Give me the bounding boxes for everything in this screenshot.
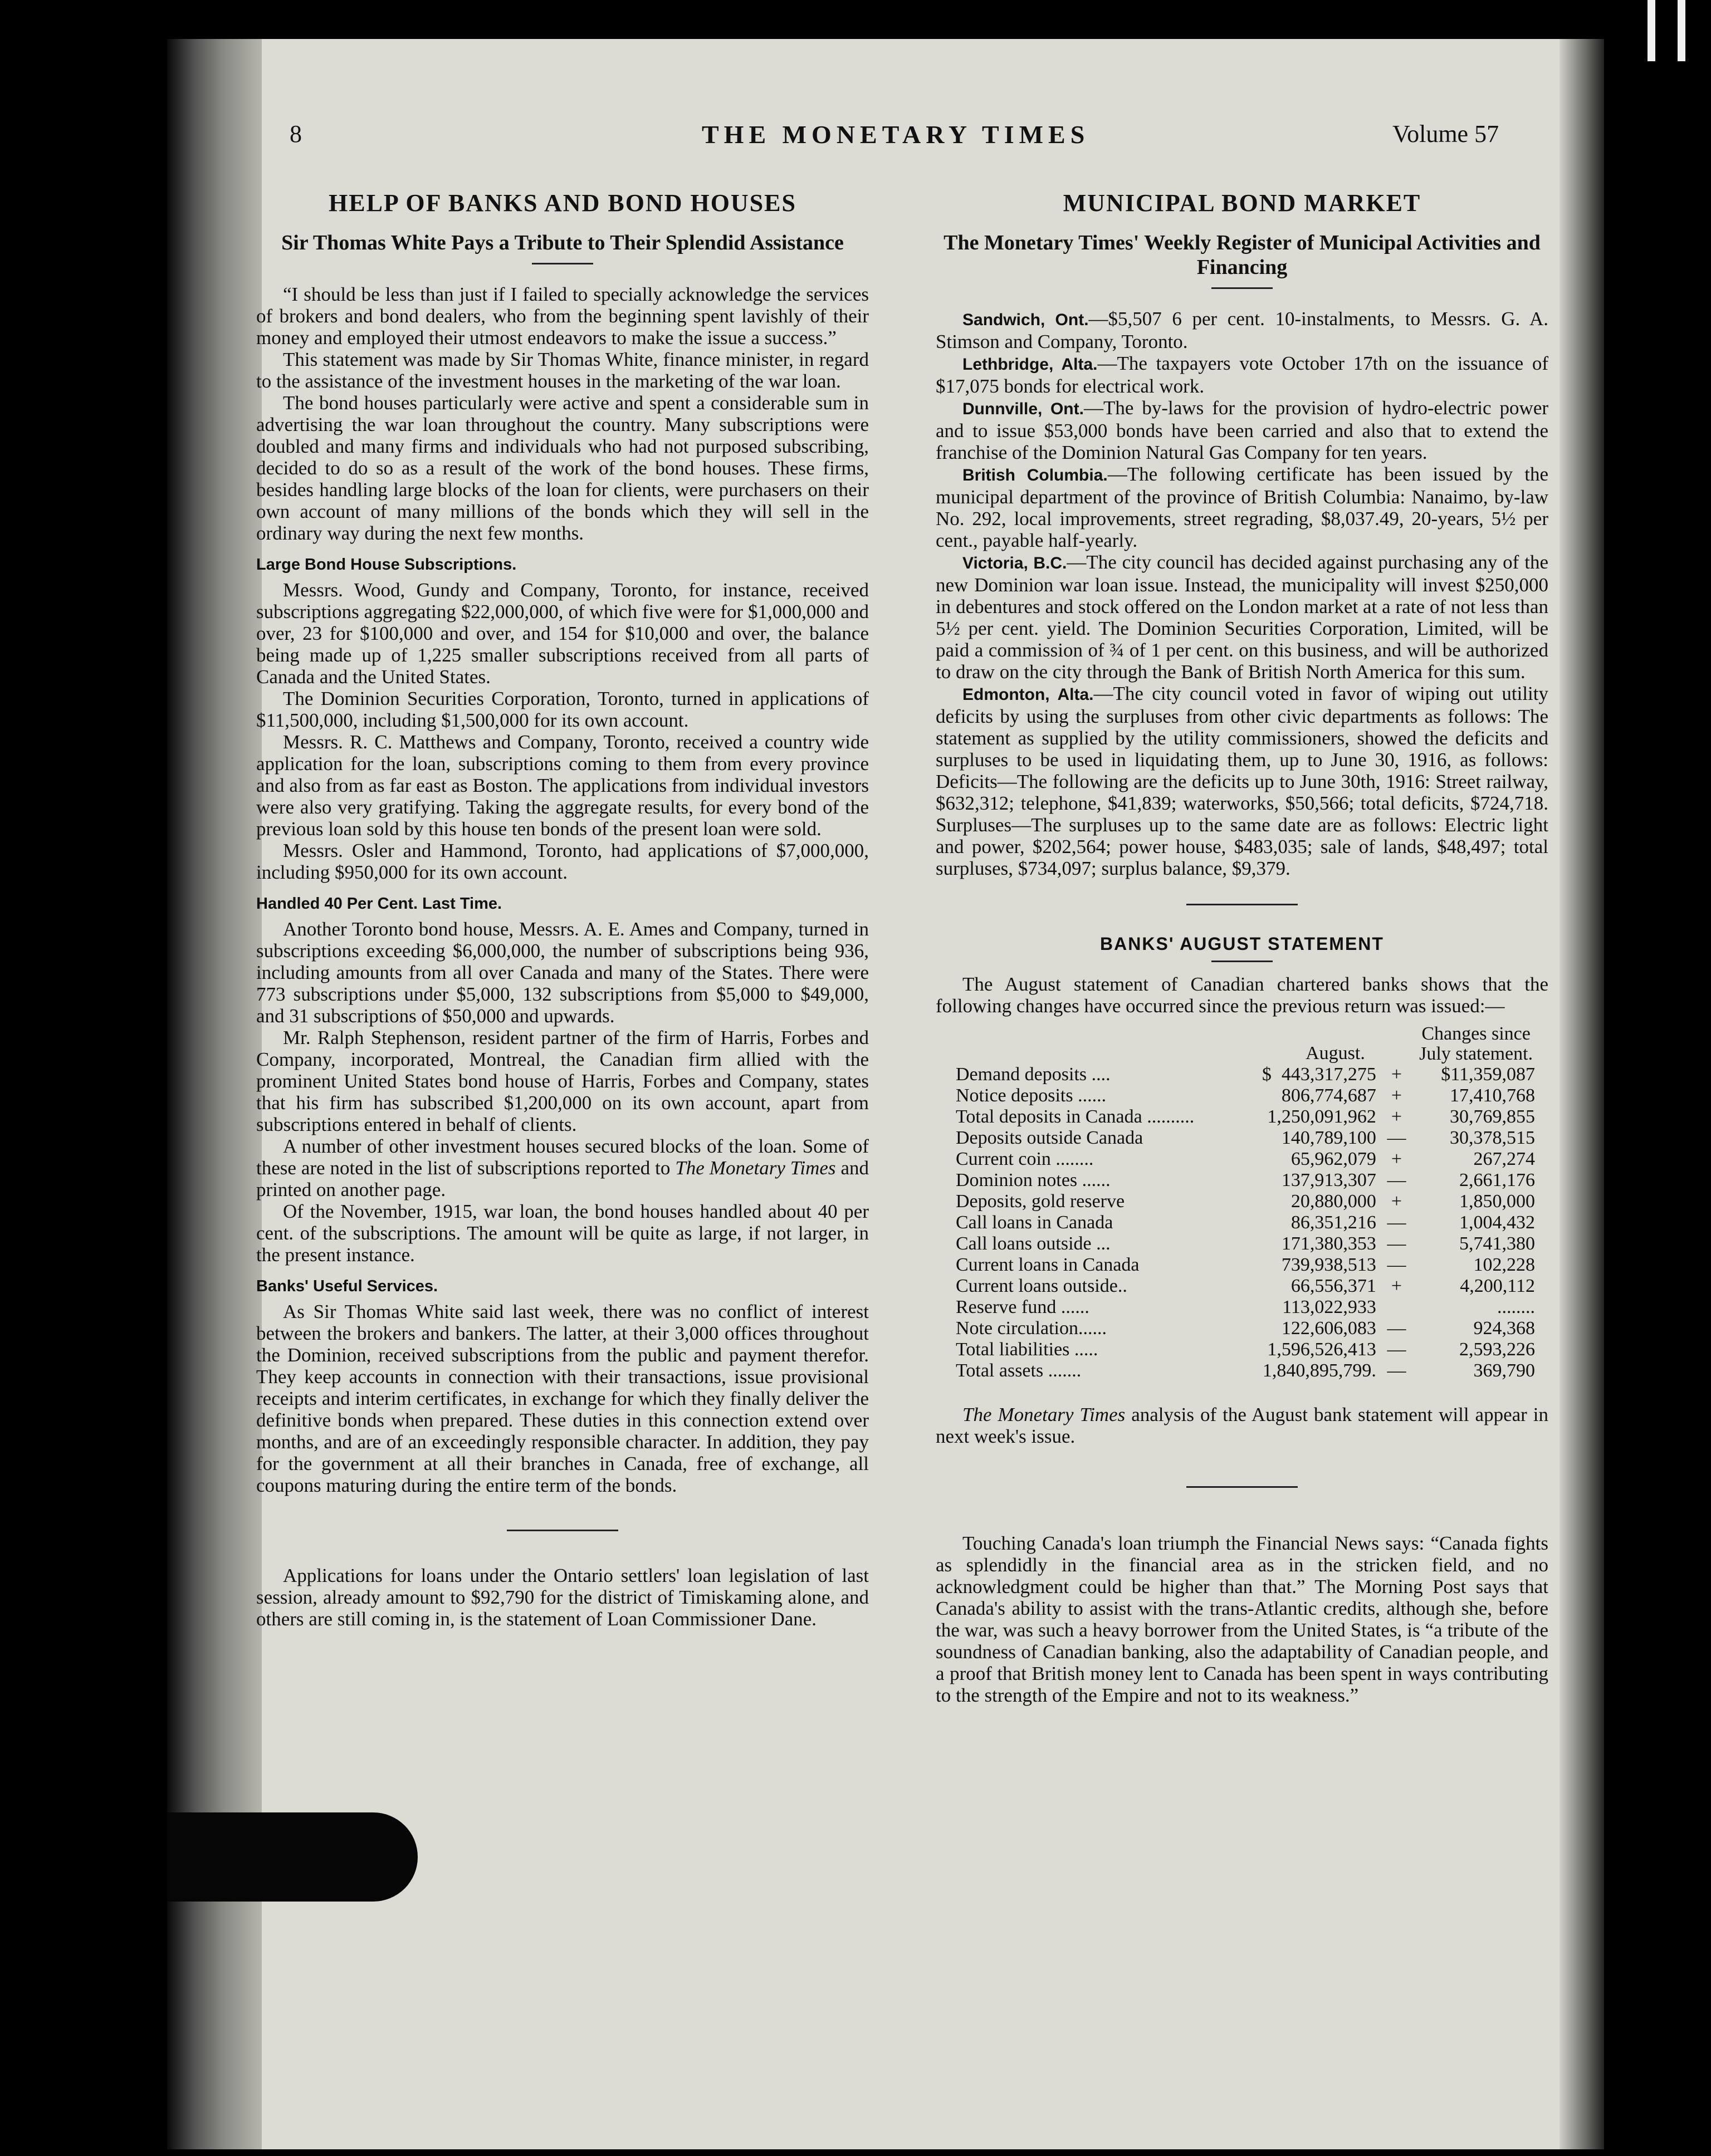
article-subheading: The Monetary Times' Weekly Register of Municipal Activities and Financing	[944, 231, 1541, 279]
row-amount	[1219, 1318, 1376, 1339]
row-label: Current loans in Canada	[956, 1255, 1140, 1275]
closing-paragraph: Touching Canada's loan triumph the Financial News says: “Canada fights as splendidly in the financial area as in the stricken field, and no acknowledgment could be higher than that.” The Morning Post says that Canada's ability to assist with the trans-Atlantic credits, although she, before the war, was such a heavy borrower from the United States, is “a tribute of the soundness of Canadian banking, also the adaptability of Canadian people, and a proof that British money lent to Canada has been spent in ways contributing to the strength of the Empire and not to its weakness.”	[936, 1532, 1548, 1706]
municipal-item	[936, 551, 1548, 683]
row-amount	[1219, 1170, 1376, 1191]
row-label: Deposits, gold reserve	[956, 1191, 1125, 1212]
bank-statement-table	[956, 1023, 1535, 1381]
row-label: Total assets .......	[956, 1360, 1082, 1381]
row-change: 1,004,432	[1459, 1212, 1535, 1233]
table-row	[956, 1212, 1535, 1233]
table-row	[956, 1276, 1535, 1297]
paragraph: Another Toronto bond house, Messrs. A. E. Ames and Company, turned in subscriptions exceeding $6,000,000, the number of subscriptions being 936, including amounts from all over Canada and many of the States. There were 773 subscriptions under $5,000, 132 subscriptions from $5,000 to $49,000, and 31 subscriptions of $50,000 and upwards.	[256, 918, 869, 1027]
amount-value: 171,380,353	[1281, 1233, 1376, 1254]
table-row	[956, 1191, 1535, 1212]
row-change: 2,593,226	[1459, 1339, 1535, 1360]
amount-value: 739,938,513	[1281, 1255, 1376, 1275]
table-row	[956, 1297, 1535, 1318]
row-label: Total deposits in Canada ..........	[956, 1106, 1195, 1127]
row-sign: +	[1391, 1106, 1402, 1127]
section-heading: Handled 40 Per Cent. Last Time.	[256, 895, 502, 913]
row-label: Deposits outside Canada	[956, 1128, 1143, 1148]
place-name: Dunnville, Ont.	[962, 400, 1084, 418]
row-sign: +	[1391, 1064, 1402, 1085]
row-sign: +	[1391, 1276, 1402, 1296]
paragraph	[256, 1135, 869, 1200]
divider	[1186, 904, 1298, 905]
paragraph: “I should be less than just if I failed to specially acknowledge the services of brokers and bond dealers, who from the beginning spent lavishly of their money and employed their utmost endeavors to make the issue a success.”	[256, 283, 869, 349]
publication-name: The Monetary Times	[962, 1404, 1126, 1425]
place-name: British Columbia.	[962, 466, 1108, 484]
row-change: 5,741,380	[1459, 1233, 1535, 1254]
row-label: Dominion notes ......	[956, 1170, 1111, 1190]
divider	[507, 1530, 618, 1531]
journal-title: THE MONETARY TIMES	[702, 120, 1090, 149]
table-row	[956, 1339, 1535, 1360]
row-change: 4,200,112	[1460, 1276, 1535, 1296]
item-text: —The following certificate has been issued by the municipal department of the province of British Columbia: Nanaimo, by-law No. 292, local improvements, street regrading, $8,037.49, 20-years, 5½ per cent., payable half-yearly.	[936, 463, 1548, 551]
amount-value: 86,351,216	[1290, 1212, 1376, 1233]
row-label: Notice deposits ......	[956, 1085, 1107, 1106]
row-change: 267,274	[1473, 1149, 1535, 1169]
item-text: —$5,507 6 per cent. 10-instalments, to Messrs. G. A. Stimson and Company, Toronto.	[936, 308, 1548, 352]
row-change: 2,661,176	[1459, 1170, 1535, 1190]
section-heading: Banks' Useful Services.	[256, 1277, 438, 1295]
divider	[1211, 961, 1273, 962]
row-change: 1,850,000	[1459, 1191, 1535, 1212]
table-row	[956, 1149, 1535, 1170]
item-text: —The taxpayers vote October 17th on the issuance of $17,075 bonds for electrical work.	[936, 352, 1548, 397]
row-amount	[1219, 1276, 1376, 1297]
header-cell	[956, 1023, 1219, 1064]
amount-value: 1,840,895,799.	[1262, 1360, 1376, 1381]
row-label: Demand deposits ....	[956, 1064, 1111, 1085]
amount-value: 122,606,083	[1281, 1318, 1376, 1339]
row-sign: —	[1387, 1255, 1406, 1275]
page-number: 8	[290, 120, 302, 148]
row-change: $11,359,087	[1441, 1064, 1535, 1085]
volume-label: Volume 57	[1392, 120, 1499, 148]
amount-value: 443,317,275	[1281, 1064, 1376, 1085]
row-change: 924,368	[1473, 1318, 1535, 1339]
amount-value: 20,880,000	[1290, 1191, 1376, 1212]
right-column	[936, 189, 1549, 1706]
row-sign: —	[1387, 1360, 1406, 1381]
publication-name: The Monetary Times	[675, 1157, 836, 1179]
municipal-item	[936, 308, 1548, 352]
row-sign: —	[1387, 1128, 1406, 1148]
text-run: and printed on another page.	[256, 1157, 869, 1200]
divider	[1211, 287, 1273, 289]
paragraph	[936, 1404, 1548, 1447]
paragraph: As Sir Thomas White said last week, there was no conflict of interest between the brokers and bankers. The latter, at their 3,000 offices throughout the Dominion, received subscriptions from the public and payment therefor. They keep accounts in connection with their transactions, issue provisional receipts and interim certificates, in exchange for which they finally deliver the definitive bonds when prepared. These duties in this connection extend over months, and are of an exceedingly responsible character. In addition, they pay for the government at all their branches in Canada, free of exchange, all coupons maturing during the entire term of the bonds.	[256, 1301, 869, 1496]
divider	[1186, 1486, 1298, 1488]
row-change: 30,378,515	[1450, 1128, 1535, 1148]
row-amount	[1219, 1106, 1376, 1128]
row-label: Call loans outside ...	[956, 1233, 1111, 1254]
municipal-item	[936, 397, 1548, 463]
paragraph: Messrs. Osler and Hammond, Toronto, had applications of $7,000,000, including $950,000 for its own account.	[256, 840, 869, 883]
row-label: Reserve fund ......	[956, 1297, 1089, 1317]
row-amount	[1219, 1149, 1376, 1170]
table-row	[956, 1064, 1535, 1085]
scan-mark	[1648, 0, 1655, 61]
section-heading: Large Bond House Subscriptions.	[256, 556, 517, 574]
article-heading: MUNICIPAL BOND MARKET	[1063, 189, 1421, 217]
amount-value: 65,962,079	[1290, 1149, 1376, 1169]
table-row	[956, 1360, 1535, 1381]
row-amount	[1219, 1064, 1376, 1085]
row-change: 369,790	[1473, 1360, 1535, 1381]
place-name: Sandwich, Ont.	[962, 311, 1089, 329]
row-sign: +	[1391, 1191, 1402, 1212]
row-change: ........	[1497, 1297, 1535, 1317]
row-sign: +	[1391, 1149, 1402, 1169]
row-sign: —	[1387, 1339, 1406, 1360]
table-row	[956, 1255, 1535, 1276]
row-label: Current coin ........	[956, 1149, 1094, 1169]
table-header-row	[956, 1023, 1535, 1064]
binding-clip	[167, 1812, 418, 1902]
black-margin-strip	[1616, 0, 1711, 2156]
row-amount	[1219, 1128, 1376, 1149]
table-body	[956, 1064, 1535, 1381]
paragraph: Messrs. R. C. Matthews and Company, Toronto, received a country wide application for the loan, subscriptions coming to them from every province and also from as far east as Boston. The applications from individual investors were also very gratifying. Taking the aggregate results, for every bond of the previous loan sold by this house ten bonds of the present loan were sold.	[256, 731, 869, 840]
table-row	[956, 1085, 1535, 1106]
row-sign: —	[1387, 1170, 1406, 1190]
amount-value: 1,596,526,413	[1267, 1339, 1376, 1360]
place-name: Edmonton, Alta.	[962, 685, 1094, 704]
left-column	[256, 189, 869, 1630]
paragraph: Of the November, 1915, war loan, the bond houses handled about 40 per cent. of the subscriptions. The amount will be quite as large, if not larger, in the present instance.	[256, 1200, 869, 1266]
place-name: Victoria, B.C.	[962, 554, 1067, 572]
text-run: A number of other investment houses secured blocks of the loan. Some of these are noted in the list of subscriptions reported to	[256, 1135, 869, 1179]
amount-value: 113,022,933	[1282, 1297, 1376, 1317]
header-august: August.	[1306, 1043, 1365, 1064]
header-cell	[1376, 1023, 1417, 1064]
article-subheading: Sir Thomas White Pays a Tribute to Their Splendid Assistance	[281, 231, 844, 254]
municipal-item	[936, 463, 1548, 551]
table-row	[956, 1106, 1535, 1128]
row-amount	[1219, 1339, 1376, 1360]
page-edge	[1560, 39, 1604, 2149]
row-sign: —	[1387, 1233, 1406, 1254]
row-amount	[1219, 1297, 1376, 1318]
paragraph: This statement was made by Sir Thomas White, finance minister, in regard to the assistance of the investment houses in the marketing of the war loan.	[256, 349, 869, 392]
section-heading: BANKS' AUGUST STATEMENT	[1100, 934, 1384, 954]
paragraph: The August statement of Canadian chartered banks shows that the following changes have occurred since the previous return was issued:—	[936, 973, 1548, 1017]
currency-symbol: $	[1262, 1064, 1272, 1085]
row-sign	[1376, 1297, 1417, 1318]
row-sign: —	[1387, 1318, 1406, 1339]
row-label: Current loans outside..	[956, 1276, 1127, 1296]
row-amount	[1219, 1360, 1376, 1381]
paragraph: The Dominion Securities Corporation, Toronto, turned in applications of $11,500,000, including $1,500,000 for its own account.	[256, 688, 869, 731]
scan-mark	[1678, 0, 1685, 61]
row-amount	[1219, 1085, 1376, 1106]
table-row	[956, 1128, 1535, 1149]
item-text: —The city council has decided against purchasing any of the new Dominion war loan issue. Instead, the municipality will invest $250,000 in debentures and stock offered on the London market at a rate of not less than 5½ per cent. yield. The Dominion Securities Corporation, Limited, will be paid a commission of ¾ of 1 per cent. on this business, and will be authorized to draw on the city through the Bank of British North America for this sum.	[936, 551, 1548, 683]
table-row	[956, 1233, 1535, 1255]
row-amount	[1219, 1191, 1376, 1212]
paragraph: Messrs. Wood, Gundy and Company, Toronto, for instance, received subscriptions aggregating $22,000,000, of which five were for $1,000,000 and over, 23 for $100,000 and over, and 154 for $10,000 and over, the balance being made up of 1,225 smaller subscriptions received from all parts of Canada and the United States.	[256, 579, 869, 688]
row-sign: —	[1387, 1212, 1406, 1233]
municipal-item	[936, 683, 1548, 879]
paragraph: Mr. Ralph Stephenson, resident partner of the firm of Harris, Forbes and Company, incorporated, Montreal, the Canadian firm allied with the prominent United States bond house of Harris, Forbes and Company, states that his firm has subscribed $1,200,000 on its own account, apart from subscriptions entered in behalf of clients.	[256, 1027, 869, 1135]
amount-value: 137,913,307	[1281, 1170, 1376, 1190]
row-change: 17,410,768	[1450, 1085, 1535, 1106]
amount-value: 1,250,091,962	[1267, 1106, 1376, 1127]
text-run: analysis of the August bank statement will appear in next week's issue.	[936, 1404, 1549, 1447]
row-amount	[1219, 1212, 1376, 1233]
row-label: Note circulation......	[956, 1318, 1107, 1339]
header-changes: Changes since July statement.	[1419, 1023, 1533, 1064]
divider	[532, 263, 593, 264]
municipal-item	[936, 352, 1548, 397]
item-text: —The by-laws for the provision of hydro-electric power and to issue $53,000 bonds have been carried and also that to extend the franchise of the Dominion Natural Gas Company for ten years.	[936, 397, 1549, 463]
table-row	[956, 1318, 1535, 1339]
amount-value: 140,789,100	[1281, 1128, 1376, 1148]
closing-paragraph: Applications for loans under the Ontario settlers' loan legislation of last session, already amount to $92,790 for the district of Timiskaming alone, and others are still coming in, is the statement of Loan Commissioner Dane.	[256, 1565, 869, 1630]
amount-value: 806,774,687	[1281, 1085, 1376, 1106]
row-amount	[1219, 1233, 1376, 1255]
row-label: Total liabilities .....	[956, 1339, 1098, 1360]
row-change: 102,228	[1473, 1255, 1535, 1275]
article-heading: HELP OF BANKS AND BOND HOUSES	[329, 189, 796, 217]
amount-value: 66,556,371	[1290, 1276, 1376, 1296]
paragraph: The bond houses particularly were active and spent a considerable sum in advertising the war loan throughout the country. Many subscriptions were doubled and many firms and individuals who had not purposed subscribing, decided to do so as a result of the work of the bond houses. These firms, besides handling large blocks of the loan for clients, were purchasers on their own account of many millions of the bonds which they will sell in the ordinary way during the next few months.	[256, 392, 869, 544]
row-amount	[1219, 1255, 1376, 1276]
row-sign: +	[1391, 1085, 1402, 1106]
row-label: Call loans in Canada	[956, 1212, 1113, 1233]
item-text: —The city council voted in favor of wiping out utility deficits by using the surpluses from other civic departments as follows: The statement as supplied by the utility commissioners, showed the deficits and surpluses to be used in liquidating them, up to June 30, 1916, as follows: Deficits—The following are the deficits up to June 30th, 1916: Street railway, $632,312; telephone, $41,839; waterworks, $50,566; total deficits, $724,718. Surpluses—The surpluses up to the same date are as follows: Electric light and power, $202,564; power house, $483,035; sale of lands, $48,497; total surpluses, $734,097; surplus balance, $9,379.	[936, 683, 1549, 879]
table-row	[956, 1170, 1535, 1191]
place-name: Lethbridge, Alta.	[962, 355, 1098, 374]
row-change: 30,769,855	[1450, 1106, 1535, 1127]
